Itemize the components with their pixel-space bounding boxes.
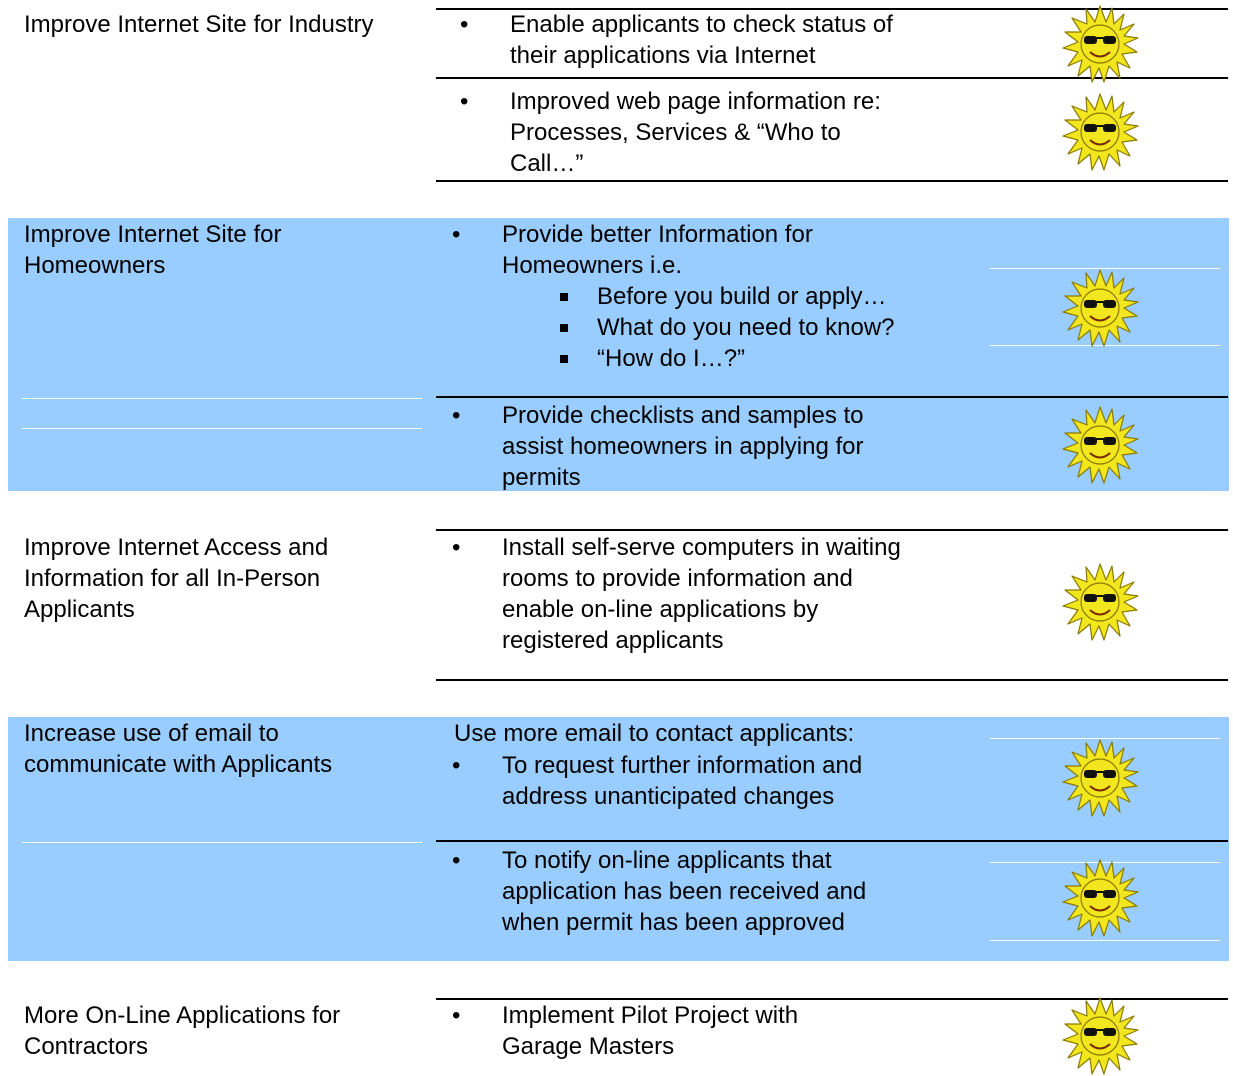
bullet: • bbox=[452, 847, 461, 874]
goal-label: More On-Line Applications for Contractors bbox=[24, 1002, 341, 1060]
item-line: when permit has been approved bbox=[502, 909, 845, 936]
square-bullet-icon bbox=[560, 324, 568, 332]
item-line: registered applicants bbox=[502, 627, 724, 654]
item-text bbox=[502, 532, 972, 656]
item-line: application has been received and bbox=[502, 878, 867, 905]
item-line: rooms to provide information and bbox=[502, 565, 853, 592]
item-line: Provide better Information for bbox=[502, 221, 813, 248]
divider bbox=[990, 940, 1220, 941]
goal-label: Improve Internet Site for Industry bbox=[24, 11, 374, 38]
bullet: • bbox=[452, 752, 461, 779]
bullet: • bbox=[452, 402, 461, 429]
bullet: • bbox=[452, 221, 461, 248]
goal-label: Increase use of email to communicate with Applicants bbox=[24, 720, 333, 778]
divider bbox=[22, 398, 422, 399]
table-rule bbox=[436, 180, 1228, 182]
sunglasses-sun-icon bbox=[1060, 996, 1140, 1076]
sunglasses-sun-icon bbox=[1060, 858, 1140, 938]
sub-item-text: What do you need to know? bbox=[597, 314, 895, 341]
bullet: • bbox=[460, 11, 469, 38]
intro-text: Use more email to contact applicants: bbox=[454, 720, 855, 747]
item-line: Improved web page information re: bbox=[510, 88, 881, 115]
sunglasses-sun-icon bbox=[1060, 738, 1140, 818]
divider bbox=[22, 428, 422, 429]
table-rule bbox=[436, 529, 1228, 531]
sunglasses-sun-icon bbox=[1060, 92, 1140, 172]
item-text bbox=[502, 1000, 962, 1062]
item-line: Install self-serve computers in waiting bbox=[502, 534, 901, 561]
goal-label: Improve Internet Site for Homeowners bbox=[24, 221, 282, 279]
sub-item-text: “How do I…?” bbox=[597, 345, 746, 372]
sunglasses-sun-icon bbox=[1060, 4, 1140, 84]
item-line: assist homeowners in applying for bbox=[502, 433, 864, 460]
bullet: • bbox=[452, 1002, 461, 1029]
item-line: address unanticipated changes bbox=[502, 783, 835, 810]
item-line: Provide checklists and samples to bbox=[502, 402, 864, 429]
item-line: their applications via Internet bbox=[510, 42, 816, 69]
square-bullet-icon bbox=[560, 293, 568, 301]
square-bullet-icon bbox=[560, 355, 568, 363]
sunglasses-sun-icon bbox=[1060, 268, 1140, 348]
divider bbox=[22, 842, 422, 843]
item-text bbox=[502, 750, 962, 812]
sub-item-text: Before you build or apply… bbox=[597, 283, 887, 310]
item-line: Call…” bbox=[510, 150, 584, 177]
table-rule bbox=[436, 679, 1228, 681]
item-text bbox=[502, 219, 962, 281]
sunglasses-sun-icon bbox=[1060, 562, 1140, 642]
item-line: Processes, Services & “Who to bbox=[510, 119, 841, 146]
bullet: • bbox=[460, 88, 469, 115]
item-line: enable on-line applications by bbox=[502, 596, 819, 623]
item-text bbox=[502, 845, 962, 938]
item-text bbox=[510, 9, 970, 71]
item-text bbox=[510, 86, 970, 179]
bullet: • bbox=[452, 534, 461, 561]
table-rule bbox=[436, 396, 1228, 398]
item-line: To notify on-line applicants that bbox=[502, 847, 832, 874]
item-line: Garage Masters bbox=[502, 1033, 675, 1060]
sunglasses-sun-icon bbox=[1060, 405, 1140, 485]
item-line: Implement Pilot Project with bbox=[502, 1002, 799, 1029]
table-rule bbox=[436, 840, 1228, 842]
item-line: Enable applicants to check status of bbox=[510, 11, 893, 38]
item-line: To request further information and bbox=[502, 752, 863, 779]
item-line: Homeowners i.e. bbox=[502, 252, 683, 279]
goal-label: Improve Internet Access and Information for all In-Person Applicants bbox=[24, 534, 329, 623]
item-line: permits bbox=[502, 464, 581, 491]
item-text bbox=[502, 400, 962, 493]
